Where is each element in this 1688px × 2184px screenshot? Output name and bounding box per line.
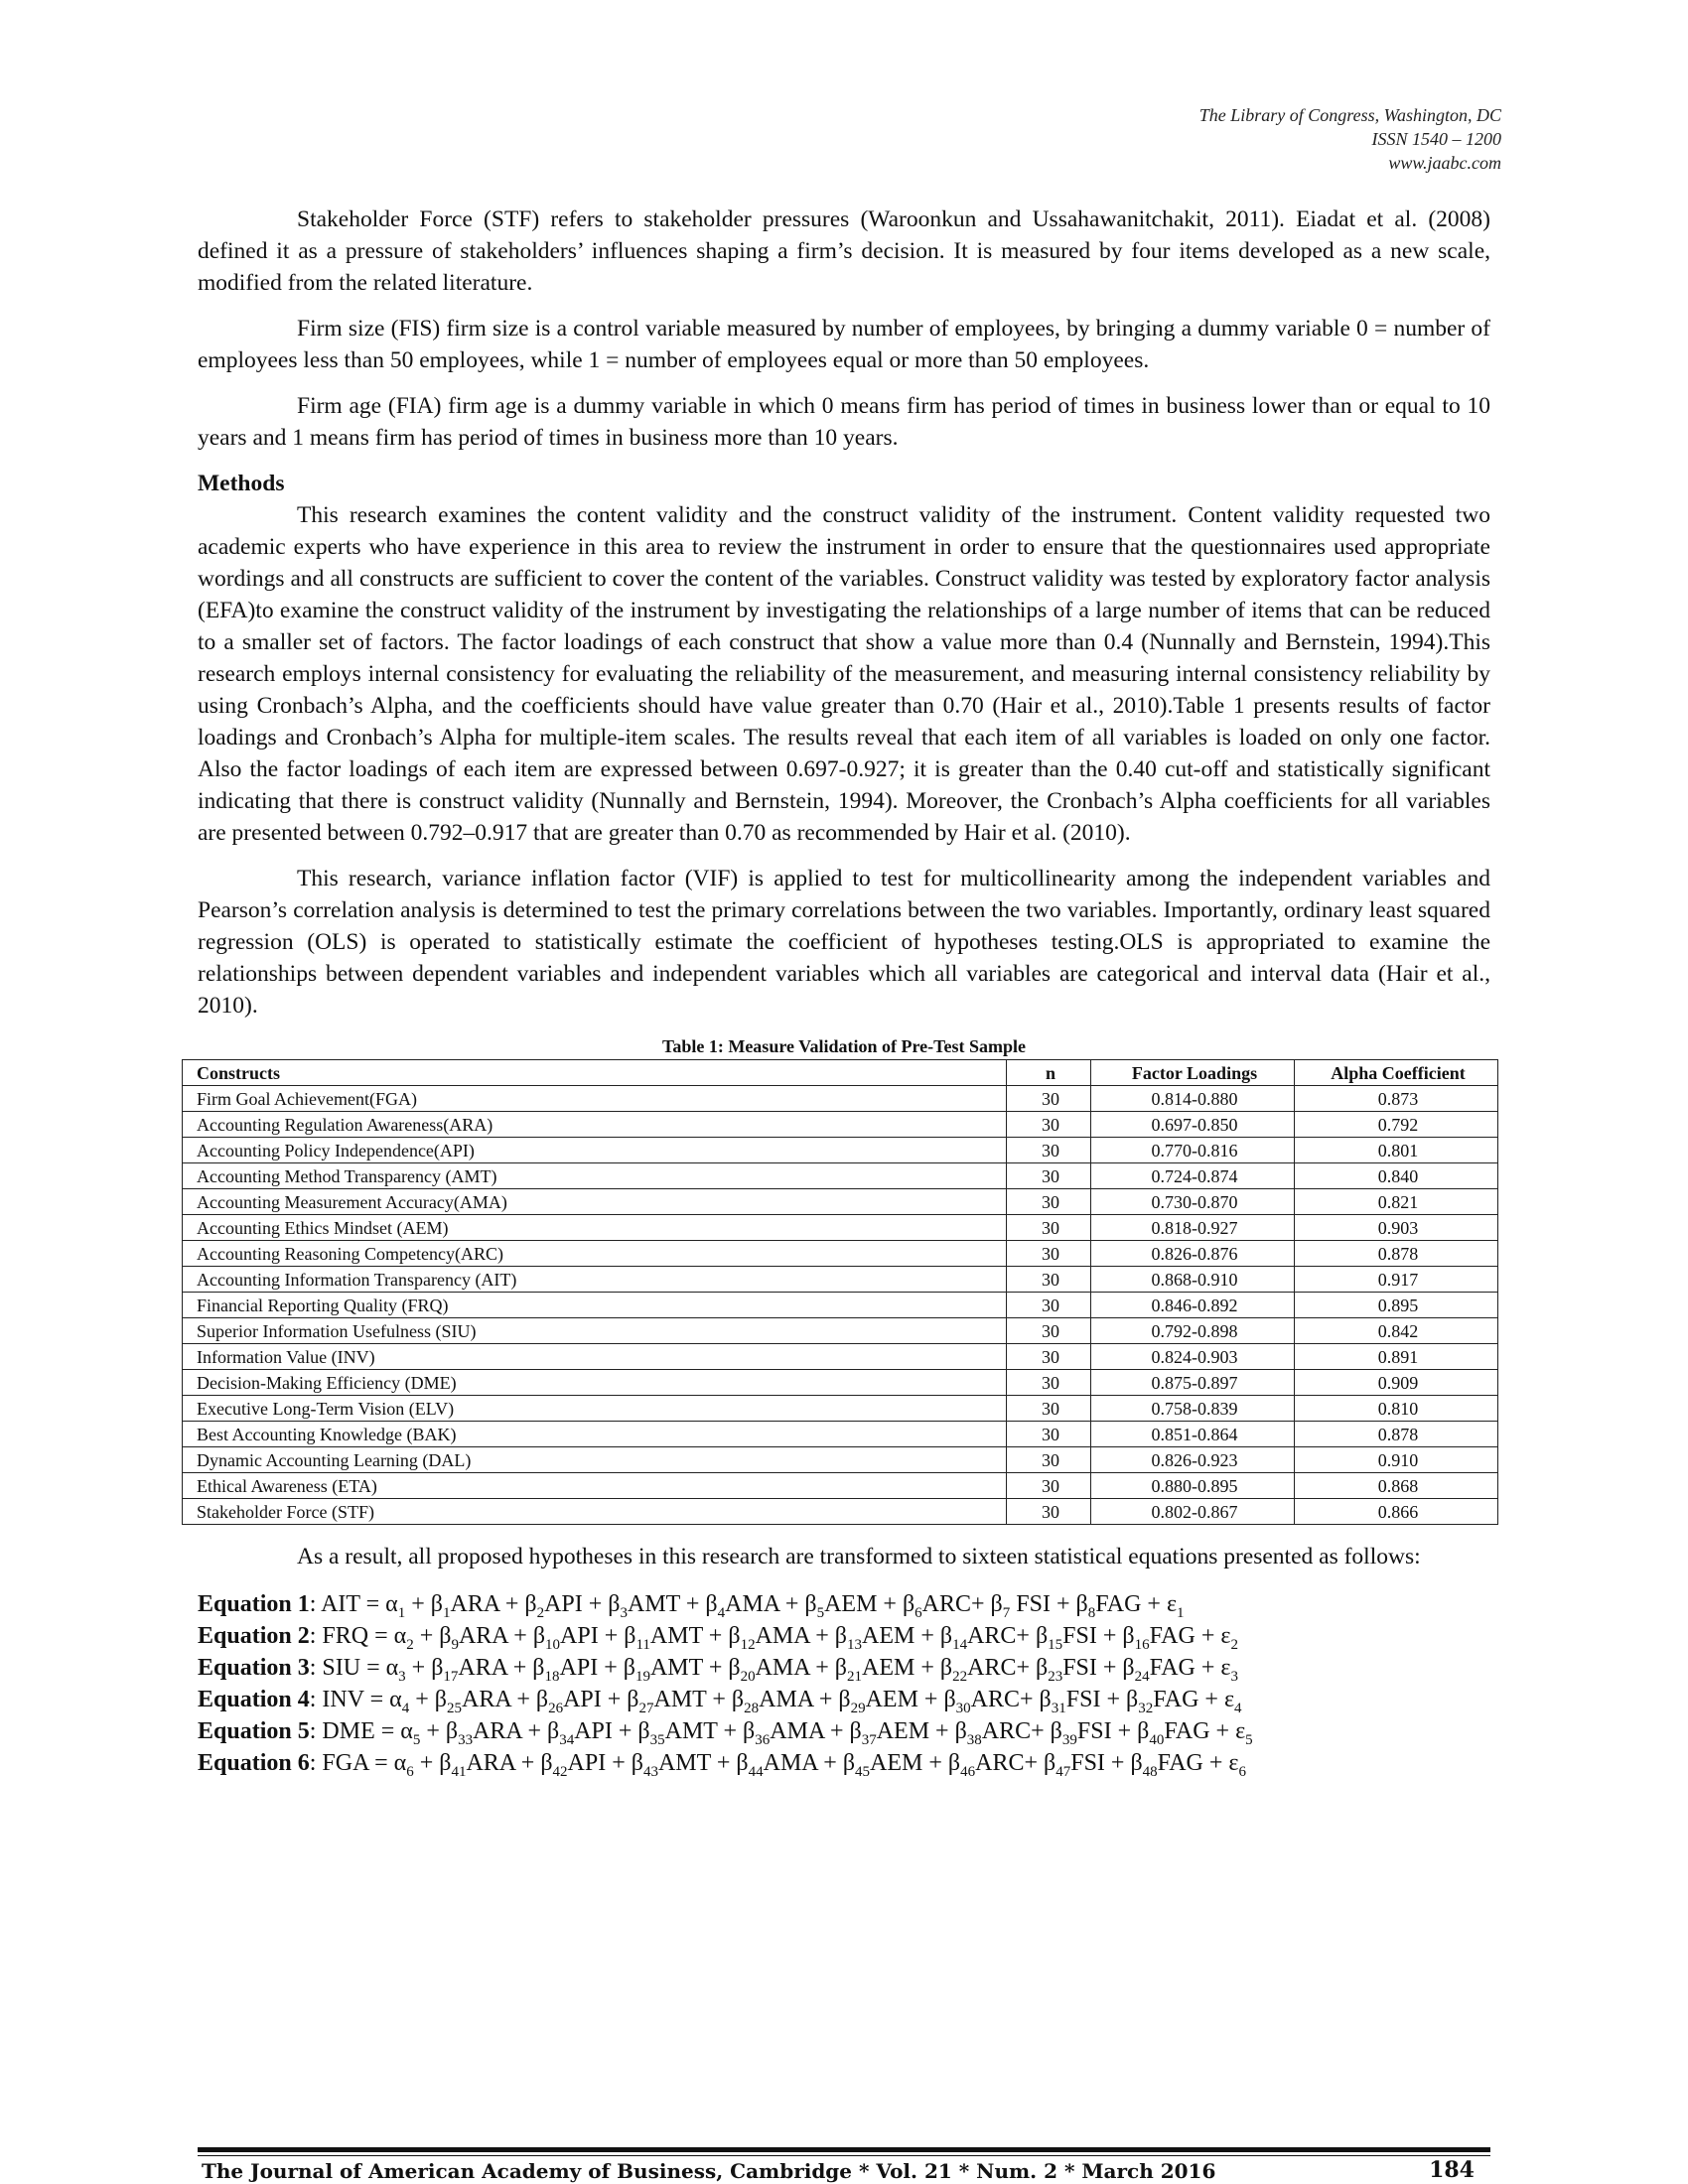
factor-loadings-cell: 0.826-0.923: [1091, 1447, 1295, 1473]
table-row: [183, 1138, 1498, 1163]
table-row: [183, 1499, 1498, 1525]
alpha-coefficient-cell: 0.868: [1295, 1473, 1498, 1499]
column-header-alpha-coefficient: Alpha Coefficient: [1295, 1060, 1498, 1086]
alpha-coefficient-cell: 0.903: [1295, 1215, 1498, 1241]
paragraph-firm-size: Firm size (FIS) firm size is a control variable measured by number of employees, by bringing a dummy variable 0 = number of employees less than 50 employees, while 1 = number of employees equal or more than 50 employees.: [198, 316, 1490, 373]
equation-line: [198, 1715, 1490, 1747]
construct-cell: Dynamic Accounting Learning (DAL): [183, 1447, 1007, 1473]
construct-cell: Accounting Method Transparency (AMT): [183, 1163, 1007, 1189]
equation-list: [198, 1588, 1490, 1779]
equation-line: [198, 1684, 1490, 1715]
equation-label: Equation 3: [198, 1655, 310, 1681]
page-footer: [198, 2159, 1490, 2183]
construct-cell: Firm Goal Achievement(FGA): [183, 1086, 1007, 1112]
construct-cell: Accounting Policy Independence(API): [183, 1138, 1007, 1163]
page-number: 184: [1429, 2157, 1475, 2183]
table-row: [183, 1215, 1498, 1241]
n-cell: 30: [1007, 1370, 1091, 1396]
construct-cell: Executive Long-Term Vision (ELV): [183, 1396, 1007, 1422]
n-cell: 30: [1007, 1267, 1091, 1293]
page-body: [198, 204, 1490, 1779]
equation-expression: SIU = $\alpha_3 + \beta_{17}ARA + \beta_{18}API + \beta_{19}AMT + \beta_{20}AMA + \beta_{21}AEM + \beta_{22}ARC+ \beta_{23}FSI + \beta_{24}FAG + \varepsilon_3$: [322, 1655, 1238, 1685]
equation-expression: DME = $\alpha_5 + \beta_{33}ARA + \beta_{34}API + \beta_{35}AMT + \beta_{36}AMA + \beta_{37}AEM + \beta_{38}ARC+ \beta_{39}FSI + \beta_{40}FAG + \varepsilon_5$: [322, 1718, 1253, 1748]
table-row: [183, 1086, 1498, 1112]
n-cell: 30: [1007, 1473, 1091, 1499]
column-header-constructs: Constructs: [183, 1060, 1007, 1086]
footer-rule: [198, 2147, 1490, 2152]
equation-line: [198, 1747, 1490, 1779]
n-cell: 30: [1007, 1189, 1091, 1215]
paragraph-methods-regression: This research, variance inflation factor (VIF) is applied to test for multicollinearity among the independent variables and Pearson’s correlation analysis is determined to test the primary correlations between the two variables. Importantly, ordinary least squared regression (OLS) is operated to statistically estimate the coefficient of hypotheses testing.OLS is appropriated to examine the relationships between dependent variables and independent variables which all variables are categorical and interval data (Hair et al., 2010).: [198, 866, 1490, 1019]
factor-loadings-cell: 0.851-0.864: [1091, 1422, 1295, 1447]
n-cell: 30: [1007, 1318, 1091, 1344]
table-row: [183, 1318, 1498, 1344]
construct-cell: Accounting Information Transparency (AIT): [183, 1267, 1007, 1293]
construct-cell: Stakeholder Force (STF): [183, 1499, 1007, 1525]
factor-loadings-cell: 0.697-0.850: [1091, 1112, 1295, 1138]
equation-label: Equation 4: [198, 1687, 310, 1712]
equation-expression: FGA = $\alpha_6 + \beta_{41}ARA + \beta_{42}API + \beta_{43}AMT + \beta_{44}AMA + \beta_{45}AEM + \beta_{46}ARC+ \beta_{47}FSI + \beta_{48}FAG + \varepsilon_6$: [322, 1750, 1246, 1780]
equation-separator: :: [309, 1591, 322, 1617]
alpha-coefficient-cell: 0.866: [1295, 1499, 1498, 1525]
alpha-coefficient-cell: 0.821: [1295, 1189, 1498, 1215]
construct-cell: Ethical Awareness (ETA): [183, 1473, 1007, 1499]
equation-label: Equation 6: [198, 1750, 310, 1776]
factor-loadings-cell: 0.802-0.867: [1091, 1499, 1295, 1525]
factor-loadings-cell: 0.880-0.895: [1091, 1473, 1295, 1499]
equation-line: [198, 1652, 1490, 1684]
construct-cell: Accounting Ethics Mindset (AEM): [183, 1215, 1007, 1241]
equation-separator: :: [309, 1750, 323, 1776]
table-body: [183, 1086, 1498, 1525]
header-library: The Library of Congress, Washington, DC: [1198, 105, 1501, 125]
table-caption: Table 1: Measure Validation of Pre-Test Sample: [661, 1036, 1027, 1056]
construct-cell: Superior Information Usefulness (SIU): [183, 1318, 1007, 1344]
factor-loadings-cell: 0.826-0.876: [1091, 1241, 1295, 1267]
column-header-factor-loadings: Factor Loadings: [1091, 1060, 1295, 1086]
header-issn: ISSN 1540 – 1200: [1371, 129, 1501, 149]
table-row: [183, 1241, 1498, 1267]
paragraph-results: As a result, all proposed hypotheses in this research are transformed to sixteen statistical equations presented as follows:: [297, 1544, 1421, 1570]
table-row: [183, 1370, 1498, 1396]
alpha-coefficient-cell: 0.878: [1295, 1422, 1498, 1447]
factor-loadings-cell: 0.758-0.839: [1091, 1396, 1295, 1422]
equation-line: [198, 1620, 1490, 1652]
n-cell: 30: [1007, 1447, 1091, 1473]
table-row: [183, 1396, 1498, 1422]
construct-cell: Decision-Making Efficiency (DME): [183, 1370, 1007, 1396]
construct-cell: Best Accounting Knowledge (BAK): [183, 1422, 1007, 1447]
factor-loadings-cell: 0.818-0.927: [1091, 1215, 1295, 1241]
n-cell: 30: [1007, 1396, 1091, 1422]
factor-loadings-cell: 0.846-0.892: [1091, 1293, 1295, 1318]
alpha-coefficient-cell: 0.917: [1295, 1267, 1498, 1293]
n-cell: 30: [1007, 1499, 1091, 1525]
n-cell: 30: [1007, 1241, 1091, 1267]
header-website: www.jaabc.com: [1388, 153, 1501, 173]
construct-cell: Information Value (INV): [183, 1344, 1007, 1370]
equation-line: [198, 1588, 1490, 1620]
equation-separator: :: [309, 1718, 323, 1744]
alpha-coefficient-cell: 0.910: [1295, 1447, 1498, 1473]
construct-cell: Accounting Reasoning Competency(ARC): [183, 1241, 1007, 1267]
table-row: [183, 1447, 1498, 1473]
n-cell: 30: [1007, 1344, 1091, 1370]
running-header: [1199, 103, 1501, 175]
equation-label: Equation 1: [198, 1591, 310, 1617]
n-cell: 30: [1007, 1215, 1091, 1241]
construct-cell: Financial Reporting Quality (FRQ): [183, 1293, 1007, 1318]
table-row: [183, 1112, 1498, 1138]
alpha-coefficient-cell: 0.792: [1295, 1112, 1498, 1138]
table-row: [183, 1267, 1498, 1293]
table-row: [183, 1189, 1498, 1215]
section-title-methods: Methods: [198, 471, 285, 496]
equation-expression: FRQ = $\alpha_2 + \beta_9ARA + \beta_{10}API + \beta_{11}AMT + \beta_{12}AMA + \beta_{13}AEM + \beta_{14}ARC+ \beta_{15}FSI + \beta_{16}FAG + \varepsilon_2$: [322, 1623, 1238, 1653]
n-cell: 30: [1007, 1112, 1091, 1138]
factor-loadings-cell: 0.868-0.910: [1091, 1267, 1295, 1293]
factor-loadings-cell: 0.770-0.816: [1091, 1138, 1295, 1163]
table-row: [183, 1422, 1498, 1447]
equation-separator: :: [309, 1687, 323, 1712]
factor-loadings-cell: 0.792-0.898: [1091, 1318, 1295, 1344]
equation-expression: INV = $\alpha_4 + \beta_{25}ARA + \beta_{26}API + \beta_{27}AMT + \beta_{28}AMA + \beta_{29}AEM + \beta_{30}ARC+ \beta_{31}FSI + \beta_{32}FAG + \varepsilon_4$: [322, 1687, 1242, 1716]
factor-loadings-cell: 0.824-0.903: [1091, 1344, 1295, 1370]
paragraph-methods-validity: This research examines the content validity and the construct validity of the instrument. Content validity requested two academic experts who have experience in this area to review the instrument in order to ensure that the questionnaires used appropriate wordings and all constructs are sufficient to cover the content of the variables. Construct validity was tested by exploratory factor analysis (EFA)to examine the construct validity of the instrument by investigating the relationships of a large number of items that can be reduced to a smaller set of factors. The factor loadings of each construct that show a value more than 0.4 (Nunnally and Bernstein, 1994).This research employs internal consistency for evaluating the reliability of the measurement, and measuring internal consistency reliability by using Cronbach’s Alpha, and the coefficients should have value greater than 0.70 (Hair et al., 2010).Table 1 presents results of factor loadings and Cronbach’s Alpha for multiple-item scales. The results reveal that each item of all variables is loaded on only one factor. Also the factor loadings of each item are expressed between 0.697-0.927; it is greater than the 0.40 cut-off and statistically significant indicating that there is construct validity (Nunnally and Bernstein, 1994). Moreover, the Cronbach’s Alpha coefficients for all variables are presented between 0.792–0.917 that are greater than 0.70 as recommended by Hair et al. (2010).: [198, 502, 1490, 846]
factor-loadings-cell: 0.814-0.880: [1091, 1086, 1295, 1112]
column-header-n: n: [1007, 1060, 1091, 1086]
factor-loadings-cell: 0.730-0.870: [1091, 1189, 1295, 1215]
equation-label: Equation 2: [198, 1623, 310, 1649]
table-row: [183, 1163, 1498, 1189]
table-row: [183, 1473, 1498, 1499]
equation-label: Equation 5: [198, 1718, 310, 1744]
alpha-coefficient-cell: 0.895: [1295, 1293, 1498, 1318]
n-cell: 30: [1007, 1138, 1091, 1163]
factor-loadings-cell: 0.724-0.874: [1091, 1163, 1295, 1189]
alpha-coefficient-cell: 0.840: [1295, 1163, 1498, 1189]
table-row: [183, 1344, 1498, 1370]
paragraph-firm-age: Firm age (FIA) firm age is a dummy variable in which 0 means firm has period of times in business lower than or equal to 10 years and 1 means firm has period of times in business more than 10 years.: [198, 393, 1490, 451]
alpha-coefficient-cell: 0.878: [1295, 1241, 1498, 1267]
alpha-coefficient-cell: 0.873: [1295, 1086, 1498, 1112]
n-cell: 30: [1007, 1163, 1091, 1189]
equation-separator: :: [309, 1623, 323, 1649]
n-cell: 30: [1007, 1293, 1091, 1318]
alpha-coefficient-cell: 0.810: [1295, 1396, 1498, 1422]
construct-cell: Accounting Regulation Awareness(ARA): [183, 1112, 1007, 1138]
equation-expression: AIT = $\alpha_1 + \beta_1ARA + \beta_2API + \beta_3AMT + \beta_4AMA + \beta_5AEM + \beta_6ARC+ \beta_7$ FSI + $\beta_8FAG + \varepsilon_1$: [321, 1591, 1185, 1621]
equation-separator: :: [309, 1655, 323, 1681]
alpha-coefficient-cell: 0.891: [1295, 1344, 1498, 1370]
table-row: [183, 1293, 1498, 1318]
n-cell: 30: [1007, 1422, 1091, 1447]
paragraph-stakeholder-force: Stakeholder Force (STF) refers to stakeholder pressures (Waroonkun and Ussahawanitchakit, 2011). Eiadat et al. (2008) defined it as a pressure of stakeholders’ influences shaping a firm’s decision. It is measured by four items developed as a new scale, modified from the related literature.: [198, 206, 1490, 296]
alpha-coefficient-cell: 0.842: [1295, 1318, 1498, 1344]
n-cell: 30: [1007, 1086, 1091, 1112]
factor-loadings-cell: 0.875-0.897: [1091, 1370, 1295, 1396]
footer-rule-thin: [198, 2155, 1490, 2156]
construct-cell: Accounting Measurement Accuracy(AMA): [183, 1189, 1007, 1215]
table-header-row: [183, 1060, 1498, 1086]
footer-journal-info: The Journal of American Academy of Business, Cambridge * Vol. 21 * Num. 2 * March 2016: [202, 2159, 1216, 2183]
measure-validation-table: [182, 1059, 1498, 1525]
alpha-coefficient-cell: 0.909: [1295, 1370, 1498, 1396]
alpha-coefficient-cell: 0.801: [1295, 1138, 1498, 1163]
